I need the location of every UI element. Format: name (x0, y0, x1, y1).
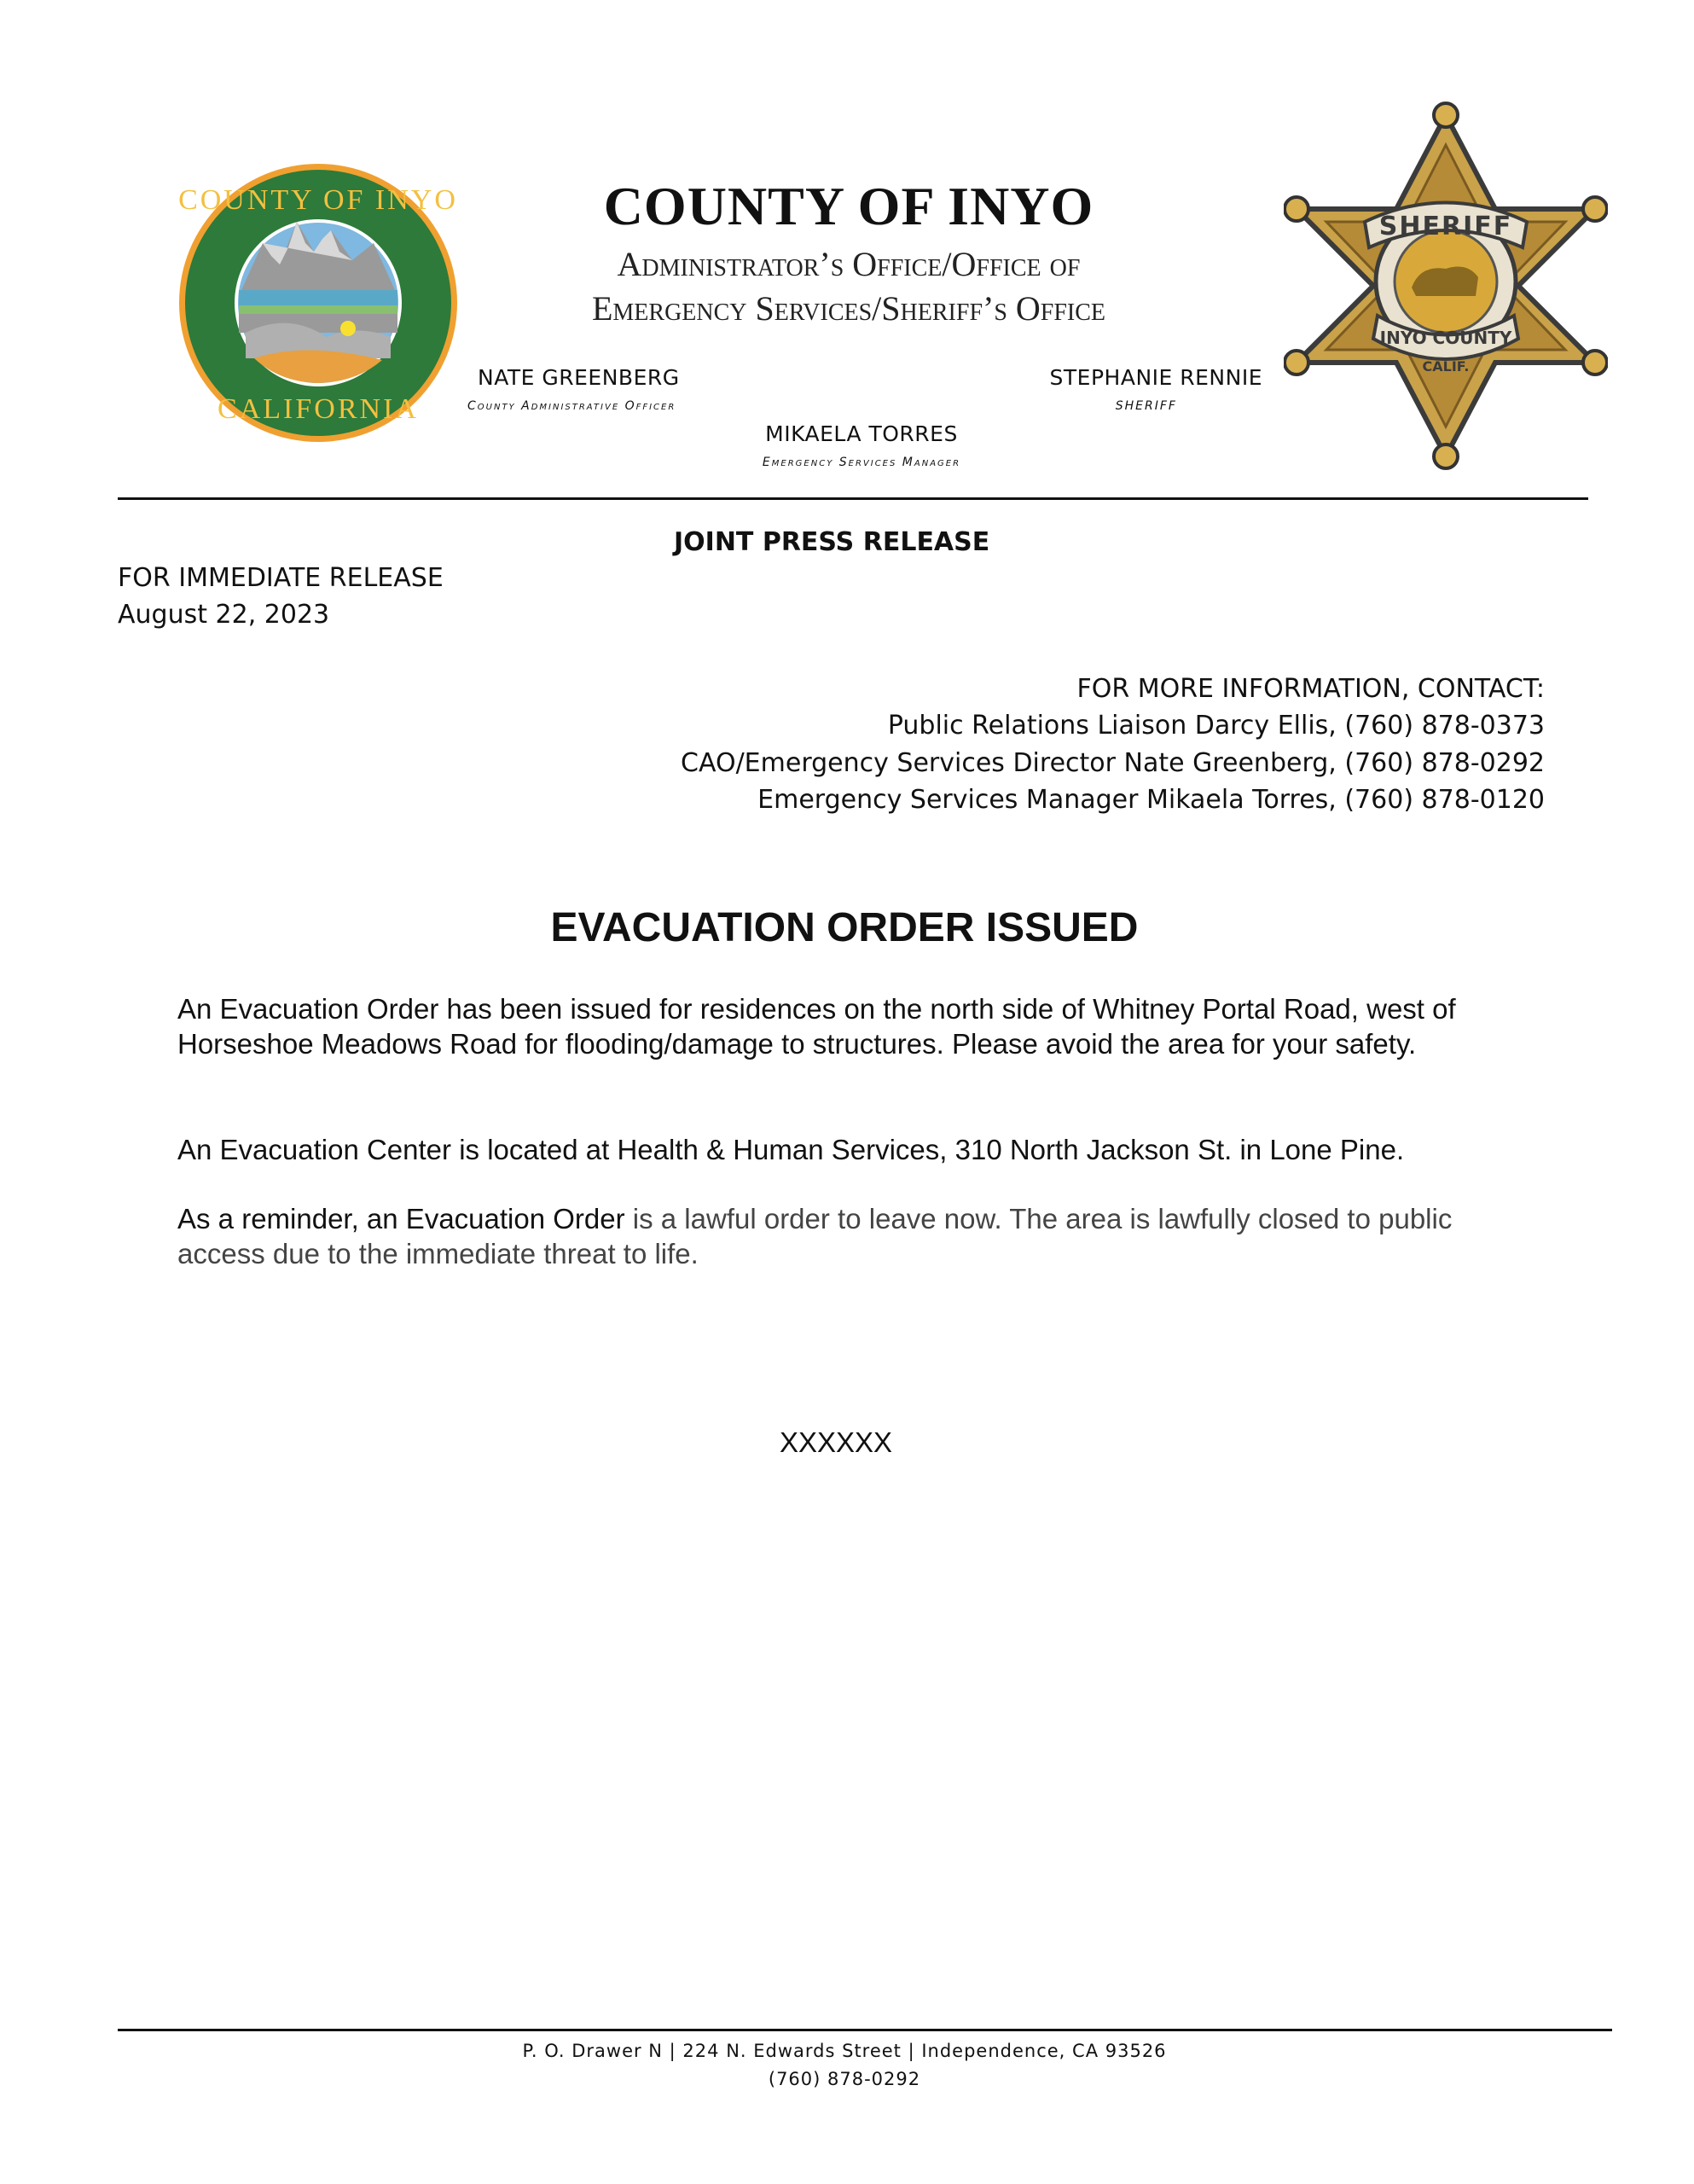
contact-line: Emergency Services Manager Mikaela Torres, (760) 878-0120 (757, 785, 1545, 815)
badge-ribbon-text: INYO COUNTY (1379, 328, 1512, 348)
officer-name-sheriff: STEPHANIE RENNIE (1049, 365, 1262, 390)
footer-divider (118, 2029, 1612, 2031)
headline: EVACUATION ORDER ISSUED (550, 905, 1139, 950)
county-title: COUNTY OF INYO (603, 176, 1094, 236)
badge-banner-text: SHERIFF (1378, 212, 1513, 241)
seal-top-text: COUNTY OF INYO (178, 184, 458, 216)
sheriff-badge-logo (1284, 98, 1608, 473)
office-subtitle-line1: Administrator’s Office/Office of (617, 245, 1081, 283)
paragraph-text: As a reminder, an Evacuation Order (177, 1203, 625, 1234)
footer-phone: (760) 878-0292 (768, 2069, 921, 2089)
body-paragraph: An Evacuation Center is located at Health & Human Services, 310 North Jackson St. in Lone Pine. (177, 1134, 1405, 1165)
contact-heading: FOR MORE INFORMATION, CONTACT: (1076, 674, 1545, 704)
release-date: August 22, 2023 (118, 600, 330, 630)
officer-name-ems: MIKAELA TORRES (765, 421, 958, 446)
immediate-release-label: FOR IMMEDIATE RELEASE (118, 563, 444, 593)
contact-line: CAO/Emergency Services Director Nate Greenberg, (760) 878-0292 (681, 748, 1545, 778)
header-divider (118, 497, 1588, 500)
contact-line: Public Relations Liaison Darcy Ellis, (760) 878-0373 (887, 711, 1545, 741)
office-subtitle-line2: Emergency Services/Sheriff’s Office (591, 289, 1106, 328)
press-release-label: JOINT PRESS RELEASE (674, 527, 990, 557)
seal-bottom-text: CALIFORNIA (218, 393, 419, 425)
badge-bottom-text: CALIF. (1422, 358, 1470, 375)
footer-address: P. O. Drawer N | 224 N. Edwards Street | Independence, CA 93526 (522, 2041, 1167, 2061)
officer-title-sheriff: SHERIFF (1115, 399, 1177, 413)
closing-mark: XXXXXX (779, 1426, 893, 1458)
county-seal-logo (177, 162, 459, 444)
officer-title-cao: County Administrative Officer (467, 399, 676, 413)
officer-name-cao: NATE GREENBERG (478, 365, 680, 390)
body-paragraph: An Evacuation Order has been issued for residences on the north side of Whitney Portal Road, west of Horseshoe Meadows Road for flooding/damage to structures. Please avoid the area for your safety. (177, 993, 1456, 1060)
paragraph-text: is a lawful order to leave now. The area is lawfully closed to public access due to the immediate threat to life. (177, 1203, 1453, 1269)
officer-title-ems: Emergency Services Manager (762, 456, 961, 469)
body-paragraph (177, 1201, 1534, 1271)
